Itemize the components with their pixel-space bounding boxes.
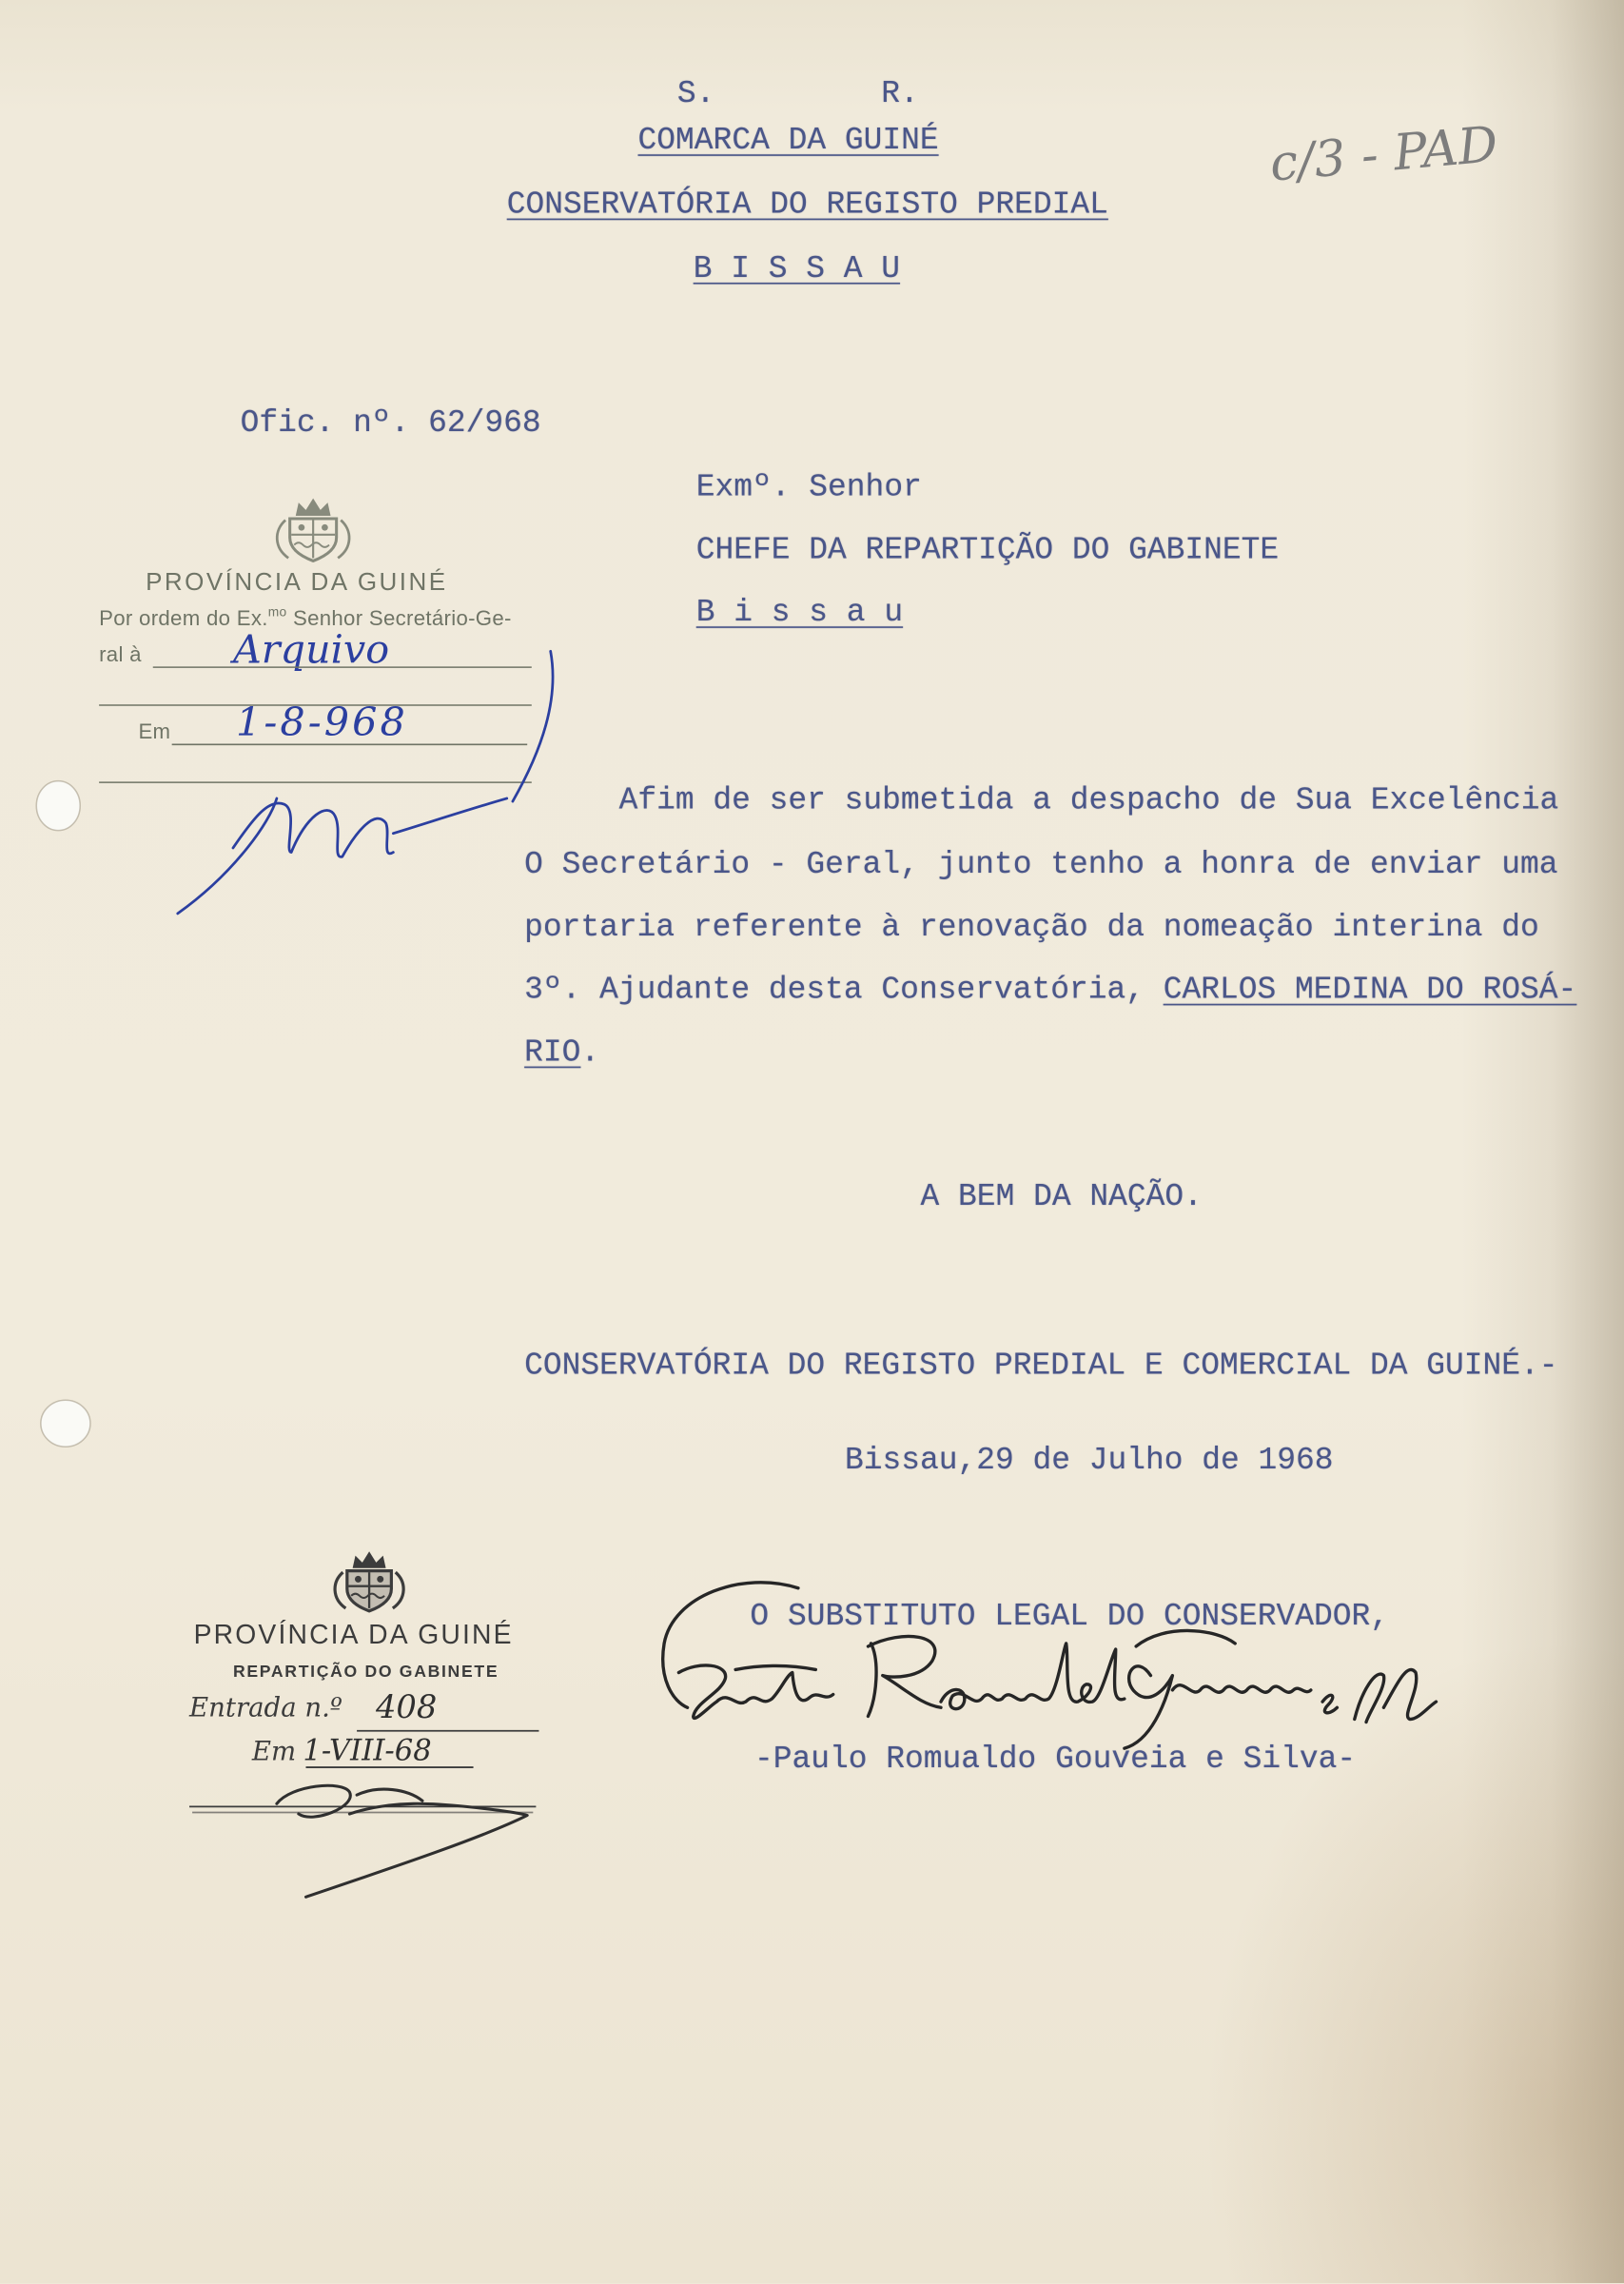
- signatory-title: O SUBSTITUTO LEGAL DO CONSERVADOR,: [750, 1599, 1390, 1635]
- body-line-3: portaria referente à renovação da nomeação interina do: [524, 910, 1539, 946]
- order-stamp-em-label: Em: [138, 720, 171, 745]
- office-reference: Ofic. nº. 62/968: [240, 406, 541, 442]
- addressee-salutation: Exmº. Senhor: [695, 470, 922, 506]
- pencil-annotation: c/3 - PAD: [1267, 115, 1500, 194]
- body-line-1: Afim de ser submetida a despacho de Sua Excelência: [618, 783, 1559, 819]
- order-stamp-destination: Arquivo: [232, 627, 390, 674]
- body-line-4-text: 3º. Ajudante desta Conservatória,: [524, 973, 1164, 1009]
- header-conservatoria: CONSERVATÓRIA DO REGISTO PREDIAL: [506, 187, 1108, 224]
- body-line-5: [524, 1035, 599, 1071]
- coat-of-arms-icon: [277, 499, 349, 561]
- header-comarca: COMARCA DA GUINÉ: [637, 124, 939, 159]
- date-line: Bissau,29 de Julho de 1968: [844, 1444, 1334, 1479]
- header-s-mark: S.: [676, 77, 715, 112]
- institution-line: CONSERVATÓRIA DO REGISTO PREDIAL E COMERCIAL DA GUINÉ.-: [524, 1349, 1558, 1385]
- entry-stamp-em-label: Em: [251, 1736, 297, 1768]
- entry-stamp-entry-number: 408: [375, 1689, 438, 1727]
- order-stamp-order-pre: Por ordem do Ex.: [99, 607, 268, 631]
- punch-hole-lower: [41, 1400, 90, 1447]
- entry-stamp-department: REPARTIÇÃO DO GABINETE: [232, 1664, 499, 1682]
- addressee-title: CHEFE DA REPARTIÇÃO DO GABINETE: [695, 533, 1280, 569]
- entry-stamp-province: PROVÍNCIA DA GUINÉ: [193, 1618, 514, 1650]
- employee-name-part-1: CARLOS MEDINA DO ROSÁ-: [1163, 973, 1577, 1009]
- body-line-2: O Secretário - Geral, junto tenho a honra de enviar uma: [524, 848, 1558, 883]
- coat-of-arms-icon: [335, 1551, 403, 1611]
- signatory-name: -Paulo Romualdo Gouveia e Silva-: [754, 1743, 1357, 1778]
- order-stamp-initials: [178, 651, 553, 914]
- body-line-5-period: .: [580, 1035, 600, 1072]
- order-stamp-province: PROVÍNCIA DA GUINÉ: [146, 568, 448, 597]
- entry-stamp-entry-label: Entrada n.º: [189, 1692, 342, 1724]
- order-stamp-order-sup: mo: [267, 604, 287, 620]
- order-stamp-date: 1-8-968: [236, 700, 408, 746]
- entry-stamp-date: 1-VIII-68: [303, 1732, 432, 1768]
- punch-hole-upper: [36, 781, 80, 831]
- header-r-mark: R.: [881, 77, 919, 112]
- order-stamp-ral-label: ral à: [99, 643, 142, 668]
- header-city: B I S S A U: [693, 251, 901, 287]
- employee-name-part-2: RIO: [524, 1035, 581, 1072]
- order-stamp-order-post: Senhor Secretário-Ge-: [286, 607, 512, 631]
- body-line-4: [524, 974, 1576, 1009]
- closing-salutation: A BEM DA NAÇÃO.: [920, 1180, 1203, 1215]
- addressee-city: B i s s a u: [695, 596, 904, 631]
- entry-stamp-initials: [277, 1785, 527, 1897]
